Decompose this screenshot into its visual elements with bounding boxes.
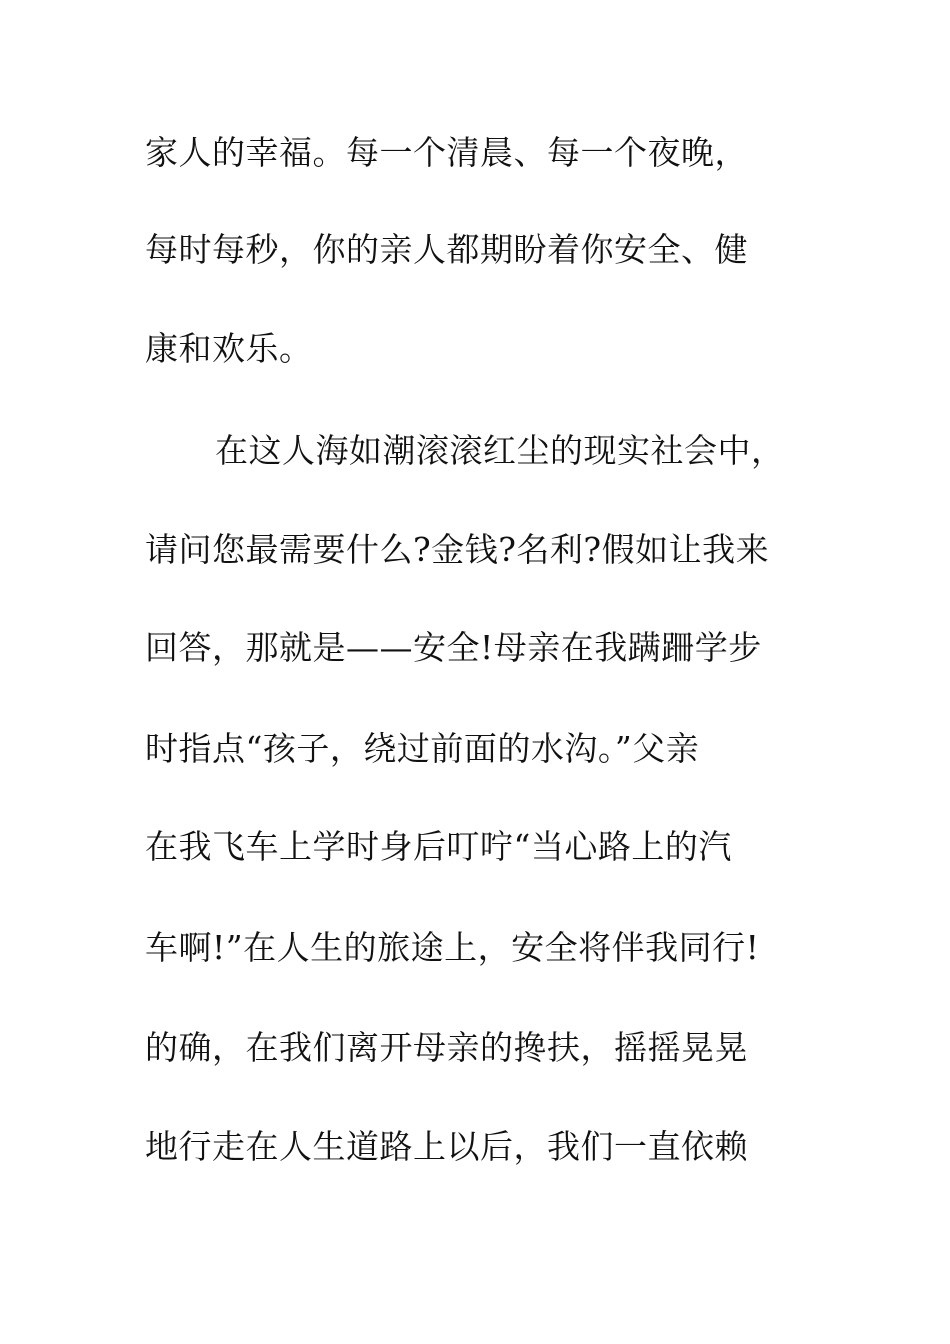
- text-line: 地行走在人生道路上以后，我们一直依赖: [145, 1127, 748, 1166]
- text-line: 回答，那就是——安全!母亲在我蹒跚学步: [145, 628, 762, 667]
- text-line: 在我飞车上学时身后叮咛“当心路上的汽: [145, 827, 732, 866]
- text-line: 康和欢乐。: [145, 329, 313, 368]
- text-line: 每时每秒，你的亲人都期盼着你安全、健: [145, 230, 748, 269]
- text-line: 请问您最需要什么?金钱?名利?假如让我来: [145, 530, 770, 569]
- text-line: 车啊!”在人生的旅途上，安全将伴我同行!: [145, 928, 760, 967]
- text-line: 时指点“孩子，绕过前面的水沟。”父亲: [145, 729, 700, 768]
- text-line: 家人的幸福。每一个清晨、每一个夜晚，: [145, 133, 748, 172]
- paragraph-first-line: 在这人海如潮滚滚红尘的现实社会中，: [215, 431, 785, 470]
- text-line: 的确，在我们离开母亲的搀扶，摇摇晃晃: [145, 1028, 748, 1067]
